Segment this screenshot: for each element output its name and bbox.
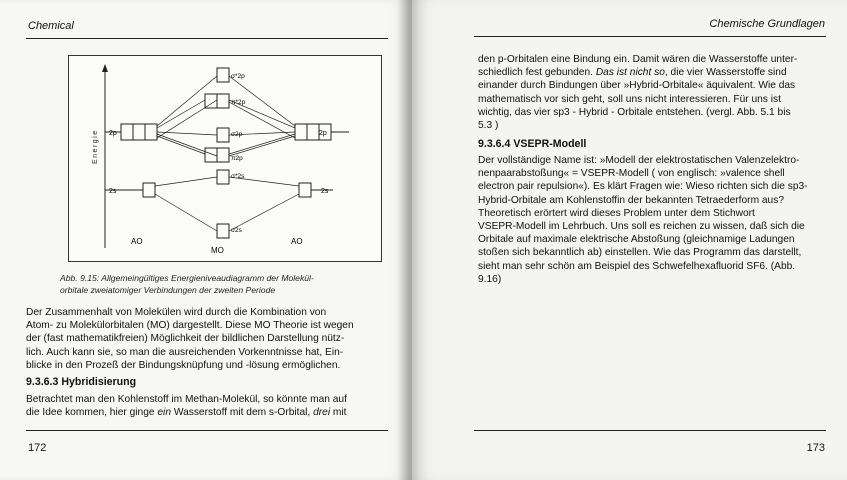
sigma2p-star-level — [217, 68, 245, 82]
right-paragraph-2: Der vollständige Name ist: »Modell der elektrostatischen Valenzelektro- nenpaarabstoßung« = VSEPR-Modell ( von englisch: »valence shell electron pair repulsion«). Es klärt Fragen wie: Wieso richten sich die sp3- Hybrid-Orbitale am Kohlenstoffin der bekannten Tetraederform aus? Theoretisch erörtert wird dieses Problem unter dem Stichwort VSEPR-Modell im Lehrbuch. Uns soll es reichen zu wissen, daß sich die Orbitale auf maximale elektrische Abstoßung (gleichnamige Ladungen stoßen sich bekanntlich ab) einstellen. Wie das Programm das darstellt, sieht man sehr schön am Beispiel des Schwefelhexafluorid SF6. (Abb. 9.16) — [478, 155, 808, 285]
mo-energy-diagram — [68, 55, 382, 262]
section-heading-hybridisierung: 9.3.6.3 Hybridisierung — [26, 376, 137, 388]
pi2p-level — [205, 148, 243, 162]
right-header-rule — [474, 36, 826, 37]
right-2p-orbitals — [295, 124, 349, 140]
mo-diagram-svg — [69, 56, 381, 261]
right-paragraph-1: den p-Orbitalen eine Bindung ein. Damit wären die Wasserstoffe unter- schiedlich fest gebunden. Das ist nicht so, die vier Wasserstoffe sind einander durch Bindungen über »Hybrid-Orbitale« äquivalent. Wie das mathematisch vor sich geht, soll uns nicht interessieren. Für uns ist wichtig, das vier sp3 - Hybrid - Orbitale entstehen. (vergl. Abb. 5.1 bis 5.3 ) — [478, 54, 798, 132]
mo-label: MO — [211, 246, 224, 255]
section-heading-vsepr: 9.3.6.4 VSEPR-Modell — [478, 138, 587, 150]
left-page-header: Chemical — [28, 20, 74, 32]
ao-right-label: AO — [291, 237, 303, 246]
energy-axis-arrow — [102, 64, 108, 72]
left-2p-label: 2p — [109, 130, 117, 137]
right-footer-rule — [474, 430, 826, 431]
svg-text:σ*2s: σ*2s — [231, 173, 245, 180]
caption-line-1: Abb. 9.15: Allgemeingültiges Energieniveaudiagramm der Molekül- — [60, 273, 314, 283]
svg-text:π*2p: π*2p — [231, 99, 246, 106]
energy-axis-label: Energie — [92, 129, 99, 164]
right-page — [412, 0, 847, 480]
svg-text:σ2p: σ2p — [231, 131, 243, 138]
caption-line-2: orbitale zweiatomiger Verbindungen der zweiten Periode — [60, 285, 276, 295]
left-header-rule — [26, 38, 388, 39]
svg-text:π2p: π2p — [231, 155, 243, 162]
svg-text:σ2s: σ2s — [231, 227, 242, 234]
left-page — [0, 0, 412, 480]
left-page-number: 172 — [28, 442, 47, 454]
left-2s-label: 2s — [109, 188, 117, 195]
ao-left-label: AO — [131, 237, 143, 246]
2p-correlation-lines — [157, 76, 295, 156]
left-paragraph-1: Der Zusammenhalt von Molekülen wird durch die Kombination von Atom- zu Molekülorbitalen (MO) dargestellt. Diese MO Theorie ist wegen der (fast mathematikfreien) Möglichkeit der bildlichen Darstellung nütz- lich. Auch kann sie, so man die ausreichenden Vorkenntnisse hat, Ein- blicke in den Prozeß der Bindungsknüpfung und -lösung ermöglichen. — [26, 307, 354, 371]
pi2p-star-level — [205, 94, 246, 108]
right-page-number: 173 — [806, 442, 825, 454]
2s-correlation-lines — [155, 177, 299, 231]
right-2p-label: 2p — [319, 130, 327, 137]
svg-text:σ*2p: σ*2p — [231, 73, 245, 80]
left-2s-orbital — [105, 183, 155, 197]
right-2s-orbital — [299, 183, 333, 197]
right-2s-label: 2s — [321, 188, 329, 195]
figure-caption — [60, 272, 390, 296]
left-2p-orbitals — [105, 124, 157, 140]
left-paragraph-2: Betrachtet man den Kohlenstoff im Methan-Molekül, so könnte man auf die Idee kommen, hier ginge ein Wasserstoff mit dem s-Orbital, drei mit — [26, 394, 347, 419]
left-footer-rule — [26, 430, 388, 431]
right-page-header: Chemische Grundlagen — [709, 18, 825, 30]
